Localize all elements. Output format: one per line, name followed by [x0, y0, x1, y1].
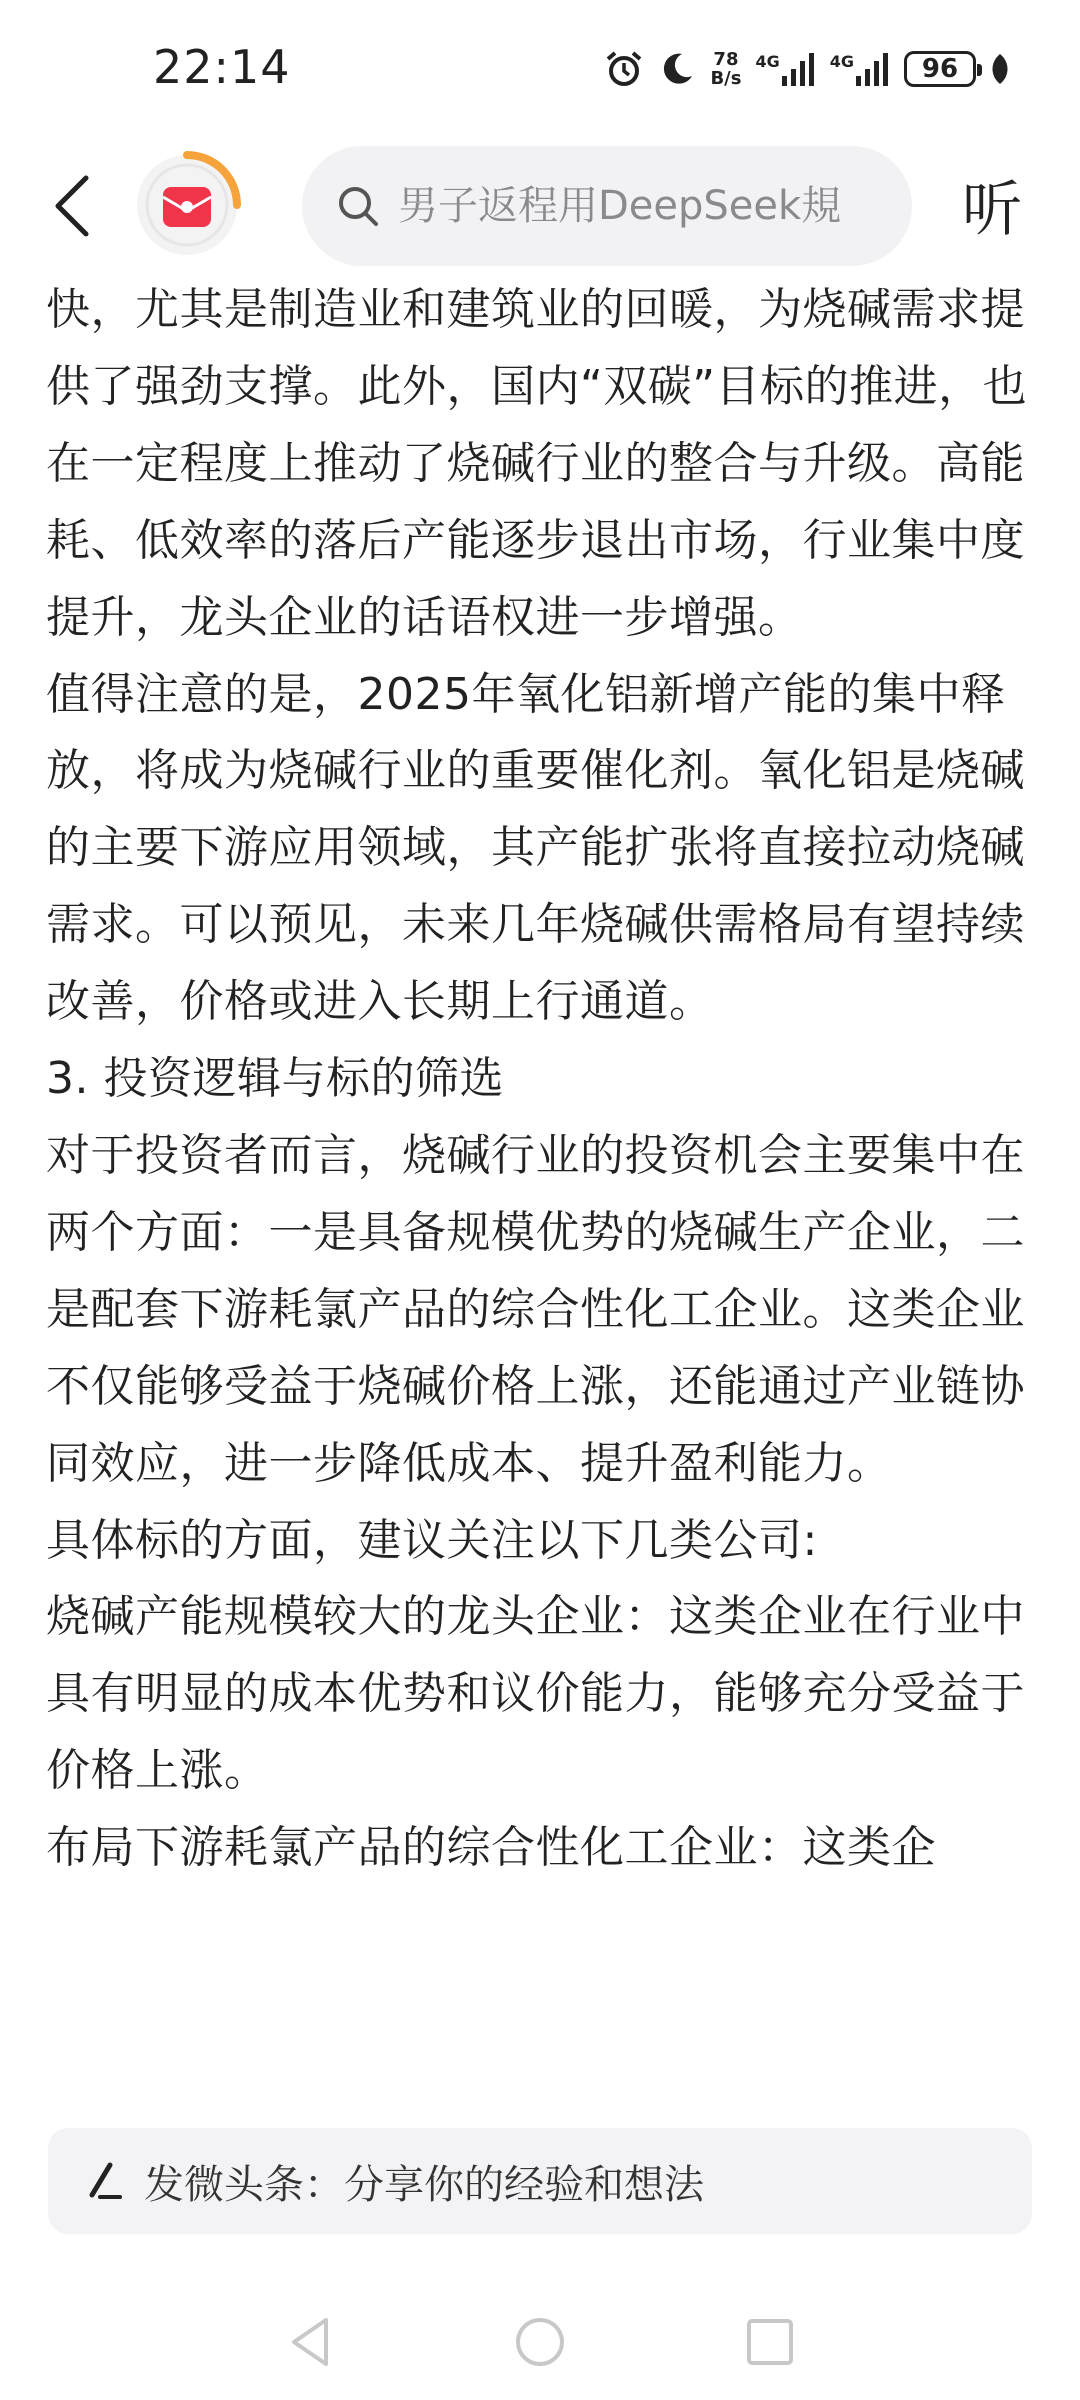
chevron-left-icon: [52, 174, 92, 238]
top-nav: [0, 140, 1080, 270]
article-paragraph: 对于投资者而言，烧碱行业的投资机会主要集中在两个方面：一是具备规模优势的烧碱生产企业，二是配套下游耗氯产品的综合性化工企业。这类企业不仅能够受益于烧碱价格上涨，还能通过产业链协同效应，进一步降低成本、提升盈利能力。: [46, 1129, 1025, 1489]
post-micro-headline-input[interactable]: [48, 2128, 1032, 2234]
article-paragraph: 快，尤其是制造业和建筑业的回暖，为烧碱需求提供了强劲支撑。此外，国内“双碳”目标的推进，也在一定程度上推动了烧碱行业的整合与升级。高能耗、低效率的落后产能逐步退出市场，行业集中度提升，龙头企业的话语权进一步增强。: [46, 284, 1028, 643]
search-icon: [336, 184, 380, 228]
signal-icon: 4G: [755, 52, 815, 86]
search-box[interactable]: [302, 146, 912, 266]
article-paragraph: 布局下游耗氯产品的综合性化工企业：这类企: [46, 1822, 936, 1874]
battery-icon: 96: [904, 51, 976, 87]
avatar-logo-icon: [133, 151, 241, 259]
leaf-icon: [990, 52, 1010, 86]
back-triangle-icon[interactable]: [280, 2312, 340, 2372]
article-paragraph: 具体标的方面，建议关注以下几类公司:: [46, 1514, 818, 1566]
back-button[interactable]: [42, 168, 102, 244]
alarm-icon: [604, 49, 644, 89]
author-avatar[interactable]: [133, 151, 241, 259]
home-circle-icon[interactable]: [510, 2312, 570, 2372]
search-input[interactable]: [398, 183, 912, 229]
status-icons: [604, 46, 1010, 92]
status-time: 22:14: [153, 40, 291, 94]
net-speed: 78 B/s: [710, 49, 742, 89]
article-paragraph: 值得注意的是，2025年氧化铝新增产能的集中释放，将成为烧碱行业的重要催化剂。氧化铝是烧碱的主要下游应用领域，其产能扩张将直接拉动烧碱需求。可以预见，未来几年烧碱供需格局有望持续改善，价格或进入长期上行通道。: [46, 668, 1025, 1028]
article-heading: 3. 投资逻辑与标的筛选: [46, 1053, 504, 1105]
article-body: [46, 272, 1046, 1887]
moon-icon: [658, 50, 696, 88]
recents-square-icon[interactable]: [740, 2312, 800, 2372]
comment-placeholder: 发微头条：分享你的经验和想法: [144, 2161, 704, 2208]
system-nav-bar: [0, 2290, 1080, 2400]
listen-button[interactable]: 听: [962, 175, 1022, 245]
pen-icon: [82, 2159, 126, 2203]
status-bar: [0, 0, 1080, 140]
article-paragraph: 烧碱产能规模较大的龙头企业：这类企业在行业中具有明显的成本优势和议价能力，能够充分受益于价格上涨。: [46, 1591, 1025, 1797]
signal-icon: 4G: [830, 52, 890, 86]
